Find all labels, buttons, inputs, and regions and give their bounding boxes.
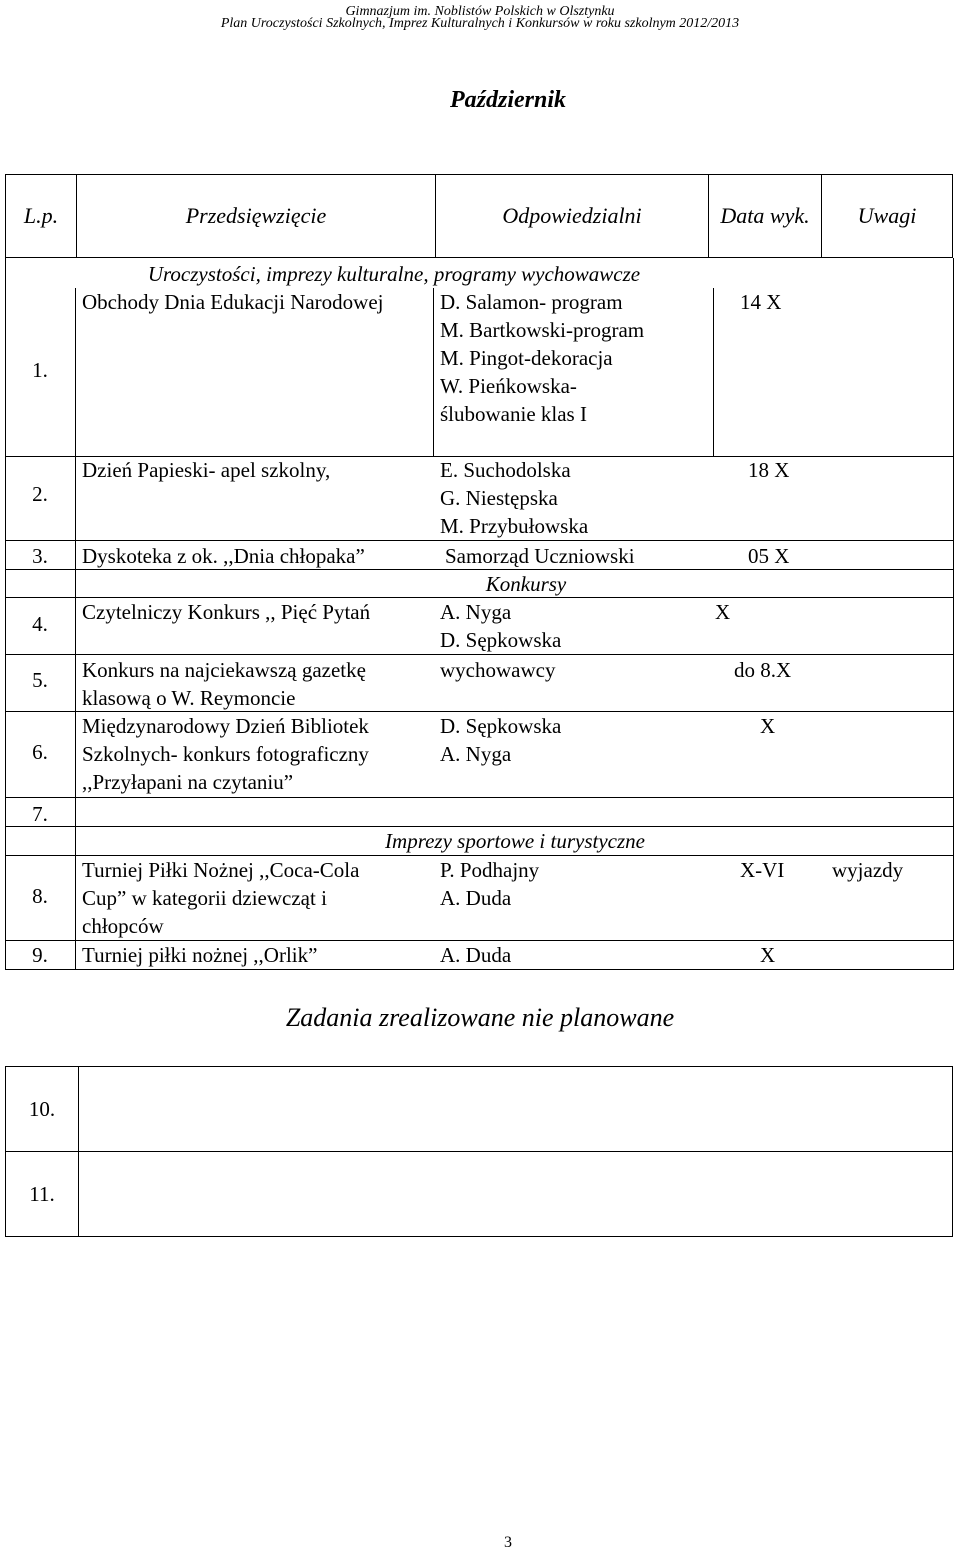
row-4-responsible bbox=[440, 598, 561, 654]
row-2-resp-line: E. Suchodolska bbox=[440, 458, 571, 482]
row-5-num: 5. bbox=[32, 668, 48, 692]
row-6-event-line: Międzynarodowy Dzień Bibliotek bbox=[82, 714, 369, 738]
section-competitions: Konkursy bbox=[485, 572, 567, 596]
row-8-date: X-VI bbox=[740, 858, 785, 882]
page-number: 3 bbox=[504, 1534, 512, 1551]
row-5-date: do 8.X bbox=[734, 658, 792, 682]
row-2-num: 2. bbox=[32, 482, 48, 506]
row-1-resp-line: ślubowanie klas I bbox=[440, 402, 587, 426]
row-9-responsible: A. Duda bbox=[440, 943, 512, 967]
row-divider bbox=[5, 797, 953, 798]
row-3-num: 3. bbox=[32, 544, 48, 568]
row-3-date: 05 X bbox=[748, 544, 790, 568]
row-6-responsible bbox=[440, 712, 561, 768]
row-1-date: 14 X bbox=[740, 290, 782, 314]
row-1-resp-line: D. Salamon- program bbox=[440, 290, 623, 314]
frame-bottom bbox=[5, 969, 954, 970]
column-header-notes: Uwagi bbox=[822, 175, 953, 258]
row-2-resp-line: G. Niestępska bbox=[440, 486, 558, 510]
row-8-resp-line: P. Podhajny bbox=[440, 858, 540, 882]
row-10-content bbox=[79, 1067, 953, 1152]
row-6-event bbox=[82, 712, 369, 796]
section-unplanned: Zadania zrealizowane nie planowane bbox=[285, 1003, 675, 1032]
row-5-event bbox=[82, 656, 366, 712]
row-6-resp-line: D. Sępkowska bbox=[440, 714, 562, 738]
unplanned-table bbox=[5, 1066, 953, 1237]
row-1-resp-line: M. Bartkowski-program bbox=[440, 318, 645, 342]
row-4-num: 4. bbox=[32, 612, 48, 636]
row-5-event-line: Konkurs na najciekawszą gazetkę bbox=[82, 658, 366, 682]
document-title: Plan Uroczystości Szkolnych, Imprez Kulturalnych i Konkursów w roku szkolnym 2012/2013 bbox=[220, 16, 740, 31]
row-8-num: 8. bbox=[32, 884, 48, 908]
row-6-num: 6. bbox=[32, 740, 48, 764]
row-4-resp-line: D. Sępkowska bbox=[440, 628, 562, 652]
row-8-event-line: Turniej Piłki Nożnej ,,Coca-Cola bbox=[82, 858, 360, 882]
column-header-responsible: Odpowiedzialni bbox=[436, 175, 709, 258]
column-header-table bbox=[5, 174, 953, 258]
row-9-num: 9. bbox=[32, 943, 48, 967]
row-3-responsible: Samorząd Uczniowski bbox=[445, 544, 635, 568]
row-4-resp-line: A. Nyga bbox=[440, 600, 512, 624]
row-1-responsible bbox=[440, 288, 644, 428]
month-title: Październik bbox=[449, 87, 566, 113]
section-ceremonies: Uroczystości, imprezy kulturalne, programy wychowawcze bbox=[147, 262, 641, 286]
section-sports: Imprezy sportowe i turystyczne bbox=[385, 829, 645, 853]
row-2-responsible bbox=[440, 456, 588, 540]
row-2-date: 18 X bbox=[748, 458, 790, 482]
column-header-event: Przedsięwzięcie bbox=[77, 175, 436, 258]
row-8-event bbox=[82, 856, 359, 940]
row-divider bbox=[5, 540, 953, 541]
row-1-num: 1. bbox=[32, 358, 48, 382]
row-8-resp-line: A. Duda bbox=[440, 886, 512, 910]
row-1-event: Obchody Dnia Edukacji Narodowej bbox=[82, 290, 384, 314]
frame-date-divider bbox=[713, 288, 714, 456]
row-6-date: X bbox=[760, 714, 776, 738]
school-name: Gimnazjum im. Noblistów Polskich w Olsztynku bbox=[345, 4, 615, 19]
row-3-event: Dyskoteka z ok. ,,Dnia chłopaka” bbox=[82, 544, 365, 568]
row-5-event-line: klasową o W. Reymoncie bbox=[82, 686, 296, 710]
row-8-event-line: chłopców bbox=[82, 914, 164, 938]
row-2-event: Dzień Papieski- apel szkolny, bbox=[82, 458, 331, 482]
row-10-num: 10. bbox=[6, 1067, 79, 1152]
column-header-date: Data wyk. bbox=[709, 175, 822, 258]
row-4-date: X bbox=[715, 600, 731, 624]
row-8-event-line: Cup” w kategorii dziewcząt i bbox=[82, 886, 327, 910]
row-1-resp-line: W. Pieńkowska- bbox=[440, 374, 577, 398]
row-6-event-line: Szkolnych- konkurs fotograficzny bbox=[82, 742, 369, 766]
frame-right bbox=[953, 258, 954, 970]
row-11-content bbox=[79, 1152, 953, 1237]
row-6-event-line: ,,Przyłapani na czytaniu” bbox=[82, 770, 294, 794]
row-8-responsible bbox=[440, 856, 539, 912]
row-9-event: Turniej piłki nożnej ,,Orlik” bbox=[82, 943, 318, 967]
frame-resp-divider-1 bbox=[433, 288, 434, 456]
row-6-resp-line: A. Nyga bbox=[440, 742, 512, 766]
row-4-event: Czytelniczy Konkurs ,, Pięć Pytań bbox=[82, 600, 371, 624]
column-header-lp: L.p. bbox=[6, 175, 77, 258]
row-1-resp-line: M. Pingot-dekoracja bbox=[440, 346, 613, 370]
row-7-num: 7. bbox=[32, 802, 48, 826]
frame-num-divider bbox=[75, 288, 76, 970]
row-9-date: X bbox=[760, 943, 776, 967]
row-5-responsible: wychowawcy bbox=[440, 658, 556, 682]
row-2-resp-line: M. Przybułowska bbox=[440, 514, 589, 538]
row-8-notes: wyjazdy bbox=[832, 858, 904, 882]
row-divider bbox=[5, 654, 953, 655]
row-11-num: 11. bbox=[6, 1152, 79, 1237]
